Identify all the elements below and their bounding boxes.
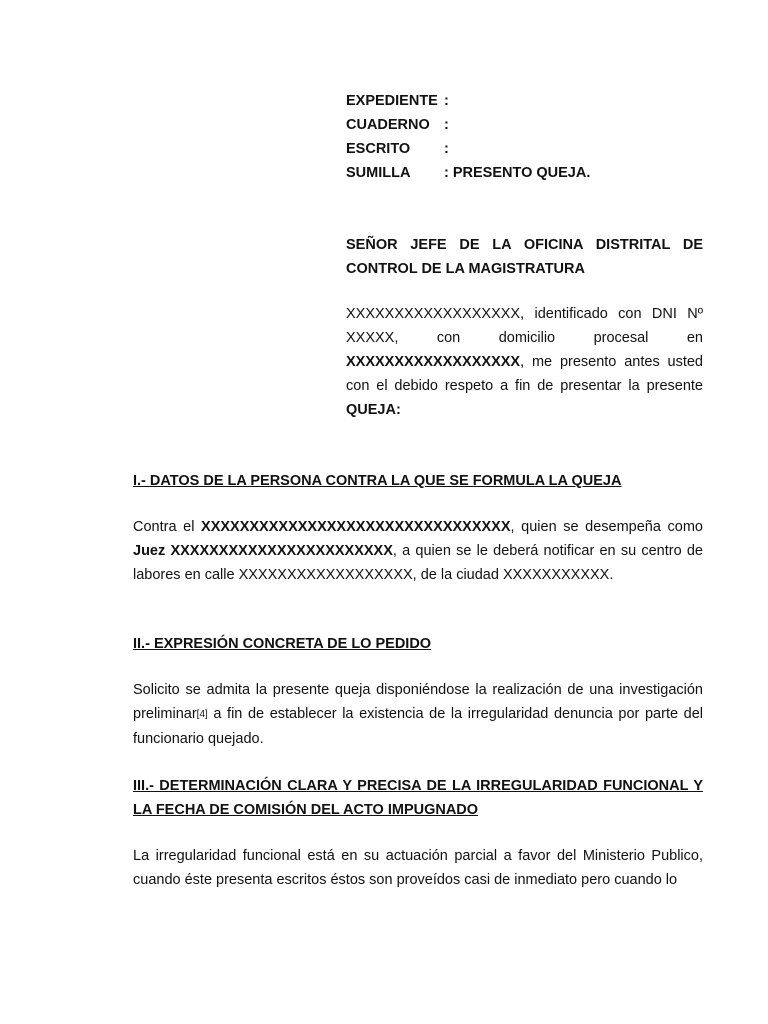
sumilla-value: PRESENTO QUEJA. (452, 165, 591, 181)
expediente-row (346, 91, 706, 115)
section-2-title: II.- EXPRESIÓN CONCRETA DE LO PEDIDO (133, 636, 432, 652)
section-1-text-3: , a quien se le deberá notificar en su centro de labores en calle XXXXXXXXXXXXXXXXXX, de la ciudad XXXXXXXXXXX. (133, 543, 704, 583)
cuaderno-separator: : (444, 117, 449, 133)
escrito-separator: : (444, 141, 449, 157)
addressee-heading: SEÑOR JEFE DE LA OFICINA DISTRITAL DE CONTROL DE LA MAGISTRATURA (346, 237, 703, 277)
sumilla-label: SUMILLA (346, 165, 411, 181)
expediente-separator: : (444, 93, 449, 109)
cuaderno-row (346, 115, 706, 139)
section-2-text-2: a fin de establecer la existencia de la irregularidad denuncia por parte del funcionario quejado. (133, 706, 703, 747)
intro-name: XXXXXXXXXXXXXXXXXX (346, 306, 521, 322)
section-2-text-1: Solicito se admita la presente queja disponiéndose la realización de una investigación preliminar (133, 682, 703, 722)
intro-queja: QUEJA: (346, 402, 401, 418)
section-1-role: Juez XXXXXXXXXXXXXXXXXXXXXXX (133, 543, 393, 559)
sumilla-separator: : (444, 165, 449, 181)
escrito-row (346, 139, 706, 163)
section-1-text-1: Contra el (133, 519, 202, 535)
section-3-title: III.- DETERMINACIÓN CLARA Y PRECISA DE LA IRREGULARIDAD FUNCIONAL Y LA FECHA DE COMISIÓN DEL ACTO IMPUGNADO (133, 778, 703, 818)
intro-text-2: , me presento antes usted con el debido respeto a fin de presentar la presente (346, 354, 703, 394)
expediente-label: EXPEDIENTE (346, 93, 438, 109)
section-1-text-2: , quien se desempeña como (510, 519, 703, 535)
section-3-paragraph: La irregularidad funcional está en su actuación parcial a favor del Ministerio Publico, cuando éste presenta escritos éstos son proveídos casi de inmediato pero cuando lo (133, 848, 703, 888)
section-3 (133, 774, 703, 892)
cuaderno-label: CUADERNO (346, 117, 430, 133)
section-2 (133, 632, 703, 751)
sumilla-row (346, 163, 706, 187)
section-1-name: XXXXXXXXXXXXXXXXXXXXXXXXXXXXXXXX (201, 519, 511, 535)
case-header (346, 91, 706, 187)
intro-address: XXXXXXXXXXXXXXXXXX (346, 354, 521, 370)
section-2-paragraph (133, 678, 703, 751)
escrito-label: ESCRITO (346, 141, 411, 157)
section-1 (133, 469, 703, 587)
section-1-title: I.- DATOS DE LA PERSONA CONTRA LA QUE SE FORMULA LA QUEJA (133, 473, 622, 489)
intro-text-1: , identificado con DNI Nº XXXXX, con domicilio procesal en (346, 306, 703, 346)
section-1-paragraph (133, 515, 703, 587)
intro-paragraph (346, 302, 703, 422)
footnote-reference[interactable]: [4] (196, 709, 208, 720)
